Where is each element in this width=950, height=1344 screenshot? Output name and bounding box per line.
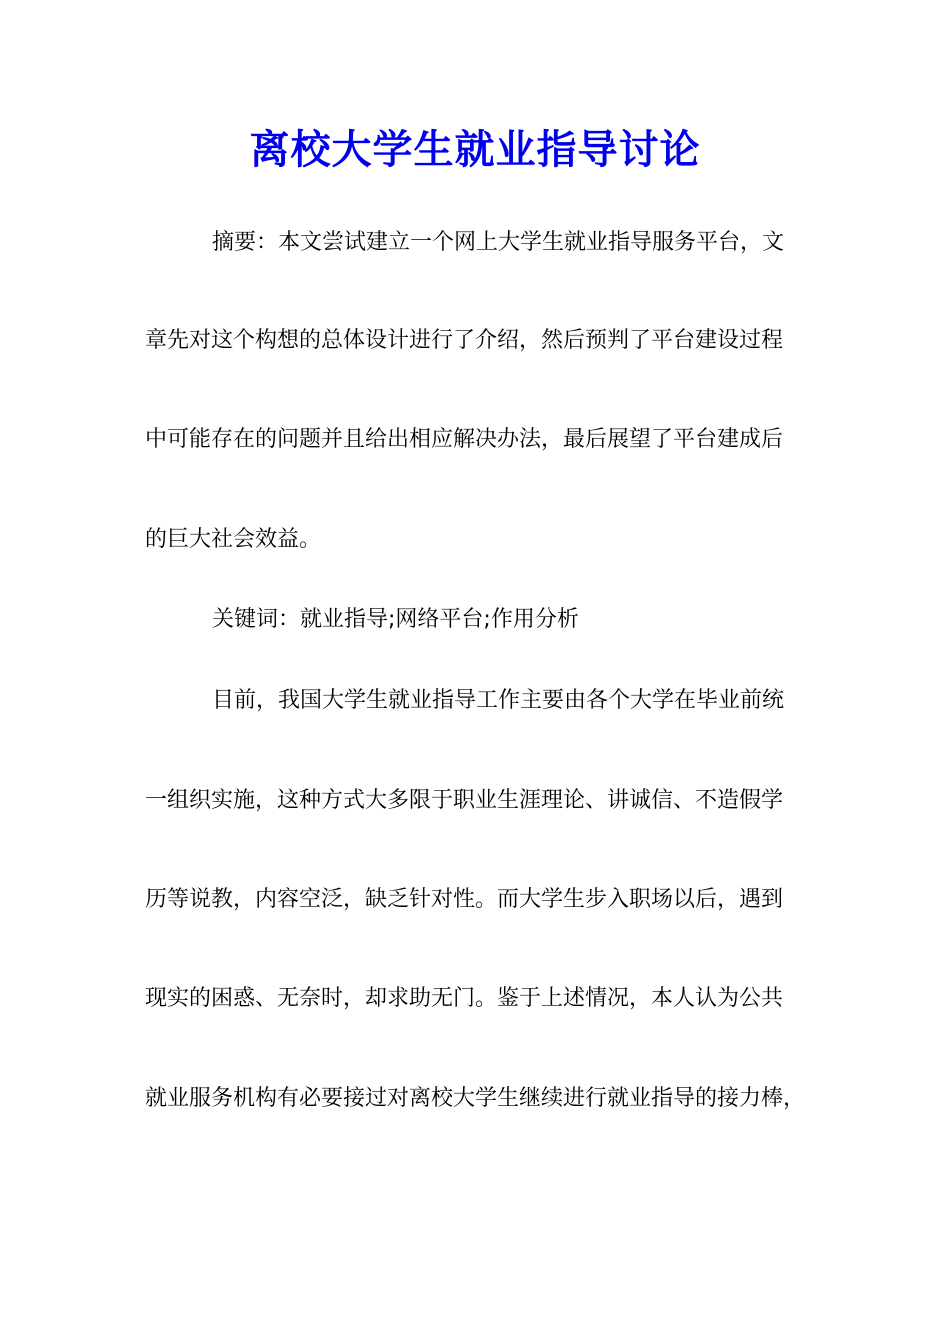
- abstract-line-4: 的巨大社会效益。: [145, 527, 322, 552]
- document-title: 离校大学生就业指导讨论: [249, 126, 701, 173]
- body-line-3: 历等说教，内容空泛，缺乏针对性。而大学生步入职场以后，遇到: [145, 887, 784, 912]
- body-line-5: 就业服务机构有必要接过对离校大学生继续进行就业指导的接力棒，: [145, 1086, 806, 1111]
- body-line-1: 目前，我国大学生就业指导工作主要由各个大学在毕业前统: [212, 688, 785, 713]
- body-line-2: 一组织实施，这种方式大多限于职业生涯理论、讲诚信、不造假学: [145, 788, 784, 813]
- keywords-line: 关键词：就业指导;网络平台;作用分析: [212, 607, 579, 632]
- abstract-line-1: 摘要：本文尝试建立一个网上大学生就业指导服务平台，文: [212, 230, 785, 255]
- abstract-line-3: 中可能存在的问题并且给出相应解决办法，最后展望了平台建成后: [145, 427, 784, 452]
- body-line-4: 现实的困惑、无奈时，却求助无门。鉴于上述情况，本人认为公共: [145, 986, 784, 1011]
- abstract-line-2: 章先对这个构想的总体设计进行了介绍，然后预判了平台建设过程: [145, 328, 784, 353]
